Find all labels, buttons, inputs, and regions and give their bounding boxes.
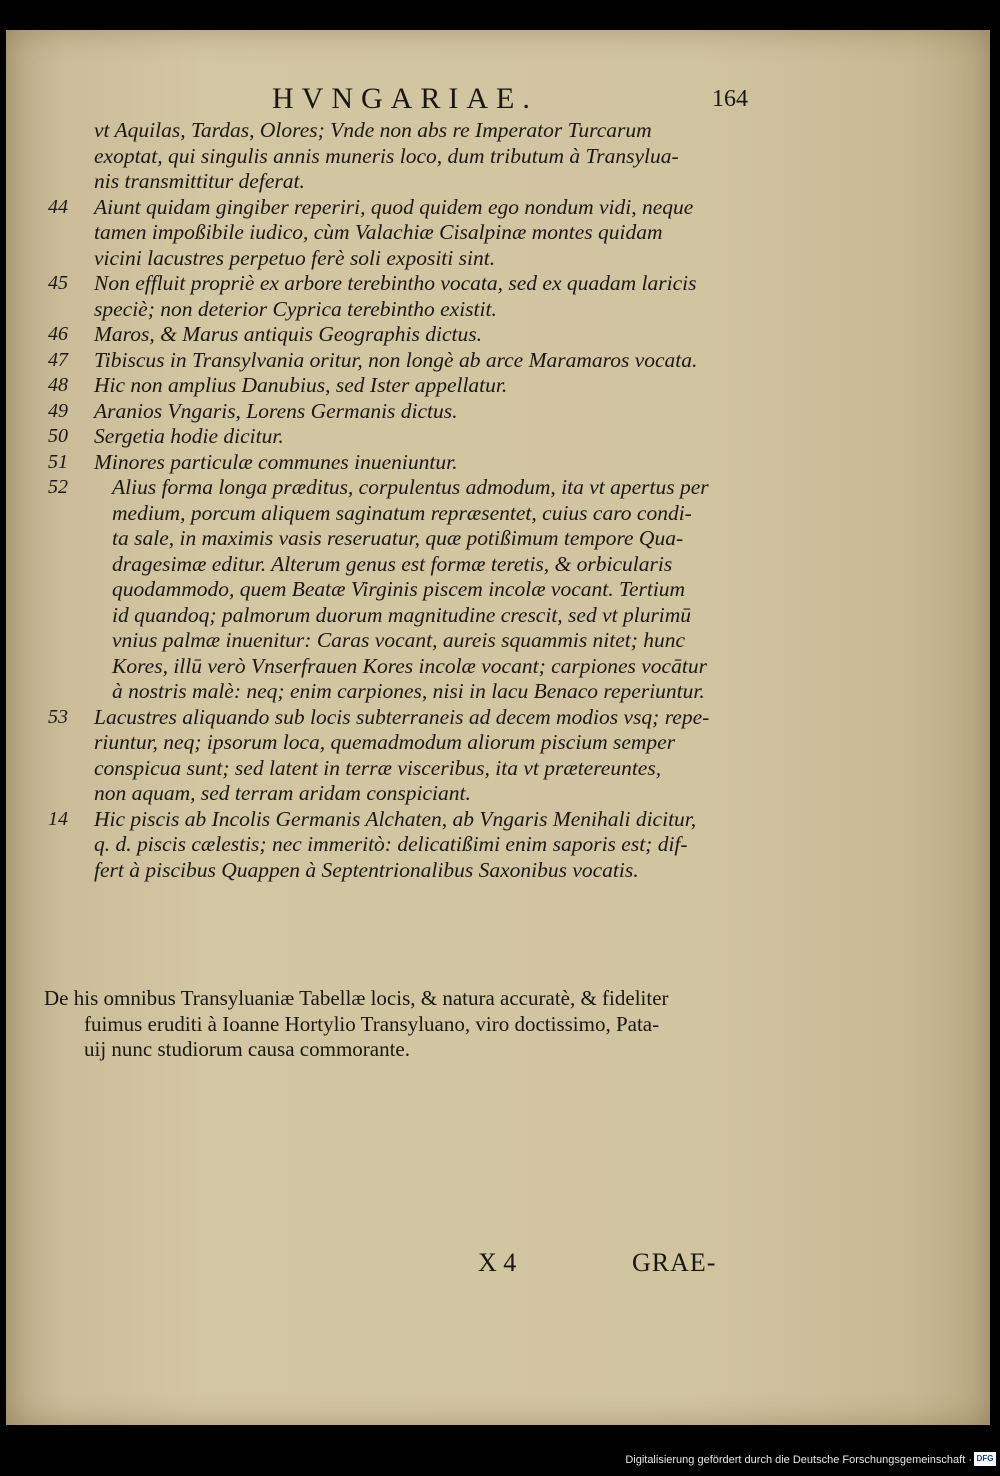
footnote-line: Maros, & Marus antiquis Geographis dictus. xyxy=(94,322,483,346)
footnote-number: 50 xyxy=(48,425,68,447)
page-footer xyxy=(0,1248,1000,1288)
catchword: GRAE- xyxy=(632,1248,717,1277)
footnote-line: Hic piscis ab Incolis Germanis Alchaten, ab Vngaris Menihali dicitur, xyxy=(94,806,697,831)
footnote xyxy=(48,118,788,195)
footnote-number: 14 xyxy=(48,807,68,830)
page-number: 164 xyxy=(712,86,748,112)
footnote-number: 44 xyxy=(48,195,68,218)
footnote-line: Non effluit propriè ex arbore terebintho vocata, sed ex quadam laricis xyxy=(94,271,697,295)
signature-mark: X 4 xyxy=(478,1248,517,1277)
page-header xyxy=(0,82,1000,122)
credit-bar xyxy=(0,1448,1000,1476)
footnote-line: dragesimæ editur. Alterum genus est formæ teretis, & orbicularis xyxy=(112,551,673,576)
footnote xyxy=(48,450,788,476)
footnote xyxy=(48,424,788,450)
footnote-line: nis transmittitur deferat. xyxy=(94,169,305,193)
footnote xyxy=(48,399,788,425)
footnote-line: quodammodo, quem Beatæ Virginis piscem incolæ vocant. Tertium xyxy=(112,577,686,601)
footnote-line: non aquam, sed terram aridam conspiciant. xyxy=(94,781,471,805)
footnote-line: Aiunt quidam gingiber reperiri, quod quidem ego nondum vidi, neque xyxy=(94,194,694,219)
footnote xyxy=(48,807,788,884)
footnote-number: 47 xyxy=(48,348,68,371)
footnote-line: Hic non amplius Danubius, sed Ister appellatur. xyxy=(94,373,508,397)
footnote-line: ta sale, in maximis vasis reseruatur, quæ potißimum tempore Qua- xyxy=(112,526,684,550)
closing-line: fuimus eruditi à Ioanne Hortylio Transyluano, viro doctissimo, Pata- xyxy=(84,1011,660,1036)
footnote xyxy=(48,195,788,272)
footnote-line: riuntur, neq; ipsorum loca, quemadmodum aliorum piscium semper xyxy=(94,730,676,754)
footnote-line: Aranios Vngaris, Lorens Germanis dictus. xyxy=(94,398,458,423)
closing-line: uij nunc studiorum causa commorante. xyxy=(84,1037,411,1061)
footnote-line: medium, porcum aliquem saginatum repræsentet, cuius caro condi- xyxy=(112,500,692,525)
closing-line: De his omnibus Transyluaniæ Tabellæ locis, & natura accuratè, & fideliter xyxy=(44,986,669,1010)
footnote-number: 53 xyxy=(48,705,68,728)
footnote-number: 46 xyxy=(48,323,68,345)
footnote-number: 52 xyxy=(48,476,68,498)
footnote-number: 51 xyxy=(48,450,68,473)
footnote-line: id quandoq; palmorum duorum magnitudine crescit, sed vt plurimū xyxy=(112,602,692,627)
footnote xyxy=(48,322,788,348)
footnote-line: Kores, illū verò Vnserfrauen Kores incolæ vocant; carpiones vocātur xyxy=(112,653,707,678)
footnote-number: 45 xyxy=(48,272,68,294)
footnote-line: Tibiscus in Transylvania oritur, non longè ab arce Maramaros vocata. xyxy=(94,347,698,372)
footnote-line: vicini lacustres perpetuo ferè soli expositi sint. xyxy=(94,245,496,270)
footnote-line: Sergetia hodie dicitur. xyxy=(94,424,284,448)
footnote-line: Minores particulæ communes inueniuntur. xyxy=(94,449,458,474)
footnote-line: vt Aquilas, Tardas, Olores; Vnde non abs re Imperator Turcarum xyxy=(94,118,652,142)
footnote-line: à nostris malè: neq; enim carpiones, nisi in lacu Benaco reperiuntur. xyxy=(112,679,705,703)
footnote xyxy=(48,271,788,322)
closing-paragraph xyxy=(44,986,764,1063)
footnote-line: fert à piscibus Quappen à Septentrionalibus Saxonibus vocatis. xyxy=(94,857,639,882)
footnote-line: Lacustres aliquando sub locis subterraneis ad decem modios vsq; repe- xyxy=(94,704,710,729)
footnote-line: vnius palmæ inuenitur: Caras vocant, aureis squammis nitet; hunc xyxy=(112,628,686,652)
footnote-line: Alius forma longa præditus, corpulentus admodum, ita vt apertus per xyxy=(112,475,709,499)
footnote-line: tamen impoßibile iudico, cùm Valachiæ Cisalpinæ montes quidam xyxy=(94,220,663,244)
footnote xyxy=(48,373,788,399)
dfg-logo-icon: DFG xyxy=(974,1452,996,1466)
footnote-number: 49 xyxy=(48,399,68,422)
footnote-line: exoptat, qui singulis annis muneris loco, dum tributum à Transylua- xyxy=(94,143,679,168)
footnote-line: conspicua sunt; sed latent in terræ visceribus, ita vt prætereuntes, xyxy=(94,755,662,780)
funding-credit: Digitalisierung gefördert durch die Deutsche Forschungsgemeinschaft · xyxy=(625,1454,972,1466)
running-title: HVNGARIAE. xyxy=(272,82,538,115)
footnote xyxy=(48,705,788,807)
footnote xyxy=(48,475,788,705)
footnote-number: 48 xyxy=(48,374,68,396)
footnote-line: speciè; non deterior Cyprica terebintho existit. xyxy=(94,296,497,321)
footnote-line: q. d. piscis cælestis; nec immeritò: delicatißimi enim saporis est; dif- xyxy=(94,832,688,856)
footnotes xyxy=(48,118,788,883)
footnote xyxy=(48,348,788,374)
